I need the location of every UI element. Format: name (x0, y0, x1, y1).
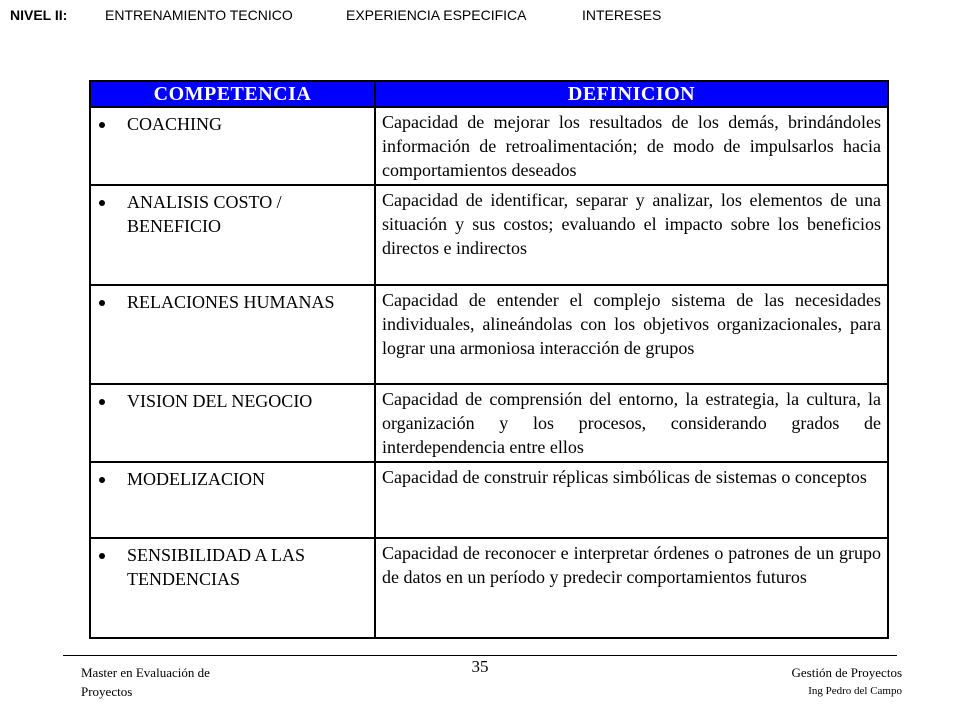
bullet-icon (99, 300, 105, 306)
competencia-cell (90, 107, 375, 185)
nav-item-intereses[interactable]: INTERESES (582, 7, 662, 23)
competencia-cell (90, 538, 375, 638)
definicion-text: Capacidad de entender el complejo sistema de las necesidades individuales, alineándolas con los objetivos organizacionales, para lograr una armoniosa interacción de grupos (382, 290, 881, 358)
competencia-name: VISION DEL NEGOCIO (127, 391, 313, 411)
bullet-icon (99, 200, 105, 206)
table-row (90, 462, 888, 538)
footer-author: Ing Pedro del Campo (808, 685, 902, 697)
table-row (90, 185, 888, 285)
table-row (90, 285, 888, 384)
competencia-name: SENSIBILIDAD A LAS TENDENCIAS (127, 545, 306, 589)
bullet-icon (99, 477, 105, 483)
definicion-cell (375, 462, 888, 538)
definicion-text: Capacidad de comprensión del entorno, la estrategia, la cultura, la organización y los procesos, considerando grados de interdependencia entre ellos (382, 389, 881, 457)
definicion-cell (375, 285, 888, 384)
competencia-cell (90, 285, 375, 384)
competencia-cell (90, 185, 375, 285)
table-row (90, 384, 888, 462)
header-competencia: COMPETENCIA (90, 81, 375, 107)
footer-title: Gestión de Proyectos (791, 665, 902, 680)
level-label: NIVEL II: (10, 7, 68, 23)
definicion-text: Capacidad de mejorar los resultados de los demás, brindándoles información de retroalimentación; de modo de impulsarlos hacia comportamientos deseados (382, 112, 881, 180)
definicion-cell (375, 538, 888, 638)
definicion-cell (375, 107, 888, 185)
bullet-icon (99, 553, 105, 559)
footer-course: Master en Evaluación de Proyectos (81, 665, 210, 699)
competencia-cell (90, 384, 375, 462)
nav-item-entrenamiento-tecnico[interactable]: ENTRENAMIENTO TECNICO (105, 7, 293, 23)
competencia-cell (90, 462, 375, 538)
competencia-name: MODELIZACION (127, 469, 265, 489)
definicion-text: Capacidad de reconocer e interpretar órdenes o patrones de un grupo de datos en un período y predecir comportamientos futuros (382, 543, 881, 587)
table-row (90, 538, 888, 638)
bullet-icon (99, 122, 105, 128)
bullet-icon (99, 399, 105, 405)
definicion-text: Capacidad de construir réplicas simbólicas de sistemas o conceptos (382, 467, 867, 487)
nav-item-experiencia-especifica[interactable]: EXPERIENCIA ESPECIFICA (346, 7, 527, 23)
competencies-table (89, 80, 889, 639)
competencia-name: RELACIONES HUMANAS (127, 292, 335, 312)
table-header-row (90, 81, 888, 107)
footer-right (792, 663, 902, 701)
header-definicion: DEFINICION (375, 81, 888, 107)
definicion-cell (375, 185, 888, 285)
definicion-cell (375, 384, 888, 462)
footer-divider (63, 655, 897, 656)
table-row (90, 107, 888, 185)
page-number: 35 (471, 657, 489, 676)
definicion-text: Capacidad de identificar, separar y analizar, los elementos de una situación y sus costos; evaluando el impacto sobre los beneficios directos e indirectos (382, 190, 881, 258)
competencia-name: COACHING (127, 114, 223, 134)
competencia-name: ANALISIS COSTO / BENEFICIO (127, 192, 282, 236)
